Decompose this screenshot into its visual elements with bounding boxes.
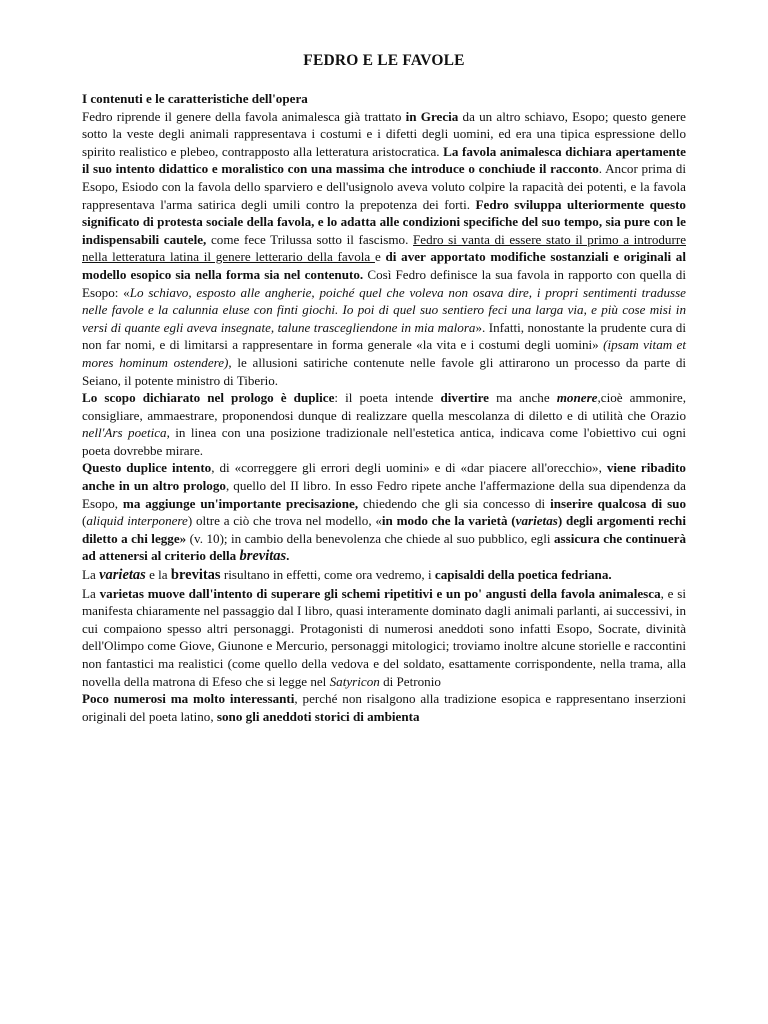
text-run: risultano in effetti, come ora vedremo, i xyxy=(220,567,435,583)
text-run: aliquid interponere xyxy=(86,513,188,529)
text-run: e xyxy=(374,249,386,265)
text-run: La xyxy=(82,567,100,583)
text-run: Fedro sviluppa ulteriormente questo significato di protesta sociale della favola, e lo adatta alle condizioni specifiche del suo tempo, sia pure con le indispensabili cautele, xyxy=(82,196,686,247)
text-run: e la xyxy=(145,567,171,583)
text-run: . Ancor prima di Esopo, Esiodo con la favola dello sparviero e dell'usignolo aveva voluto colpire la rapacità dei potenti, e la favola rappresentava l'arma satirica degli umili contro la prepotenza dei forti. xyxy=(82,161,686,212)
text-run: La favola animalesca dichiara apertamente il suo intento didattico e moralistico con una massima che introduce o conchiude il racconto xyxy=(82,143,686,177)
text-run: divertire xyxy=(440,390,489,406)
text-run: come fece Trilussa sotto il fascismo. xyxy=(206,231,413,247)
text-run: ) degli argomenti rechi diletto a chi legge» xyxy=(82,513,686,546)
text-run: , quello del II libro. In esso Fedro ripete anche l'affermazione della sua dipendenza da Esopo, xyxy=(82,478,686,511)
text-run: Satyricon xyxy=(329,673,380,689)
text-run: , perché non risalgono alla tradizione esopica e rappresentano inserzioni originali del poeta latino, xyxy=(82,691,686,724)
text-run: in modo che la varietà ( xyxy=(381,513,516,529)
paragraph-6 xyxy=(82,690,686,725)
text-run: ma anche xyxy=(489,390,557,406)
text-run: Lo schiavo, esposto alle angherie, poiché quel che voleva non osava dire, i propri sentimenti tradusse nelle favole e la calunnia eluse con finti giochi. Io poi di quel suo sentiero feci una larga via, e più cose misi in versi di quante egli aveva insegnate, talune trascegliendone in mia malora xyxy=(82,284,686,335)
text-run: viene ribadito anche in un altro prologo xyxy=(82,460,686,494)
text-run: capisaldi della poetica fedriana. xyxy=(434,567,612,583)
text-run: ) oltre a ciò che trova nel modello, « xyxy=(187,513,382,529)
text-run: . xyxy=(286,548,290,564)
text-run: Poco numerosi ma molto interessanti xyxy=(82,691,295,707)
text-run: brevitas xyxy=(170,567,221,584)
text-run: ,cioè ammonire, consigliare, ammaestrare, proponendosi dunque di realizzare quella mescolanza di diletto e di utilità che Orazio xyxy=(82,390,686,423)
text-run: La xyxy=(82,585,100,601)
text-run: varietas xyxy=(515,513,558,529)
text-run: di Petronio xyxy=(379,673,441,689)
text-run: ». Infatti, nonostante la prudente cura di non far nomi, e di limitarsi a rappresentare in forma generale «la vita e i costumi degli uomini» xyxy=(82,319,686,353)
text-run: varietas muove dall'intento di superare gli schemi ripetitivi e un po' angusti della favola animalesca xyxy=(99,585,661,601)
text-run: ma aggiunge un'importante precisazione, xyxy=(122,495,359,511)
text-run: inserire qualcosa di suo xyxy=(550,495,687,511)
paragraph-2 xyxy=(82,389,686,459)
text-run: da un altro schiavo, Esopo; questo genere sotto la veste degli animali rappresentava i costumi e i difetti degli uomini, ed era una tipica espressione dello spirito realistico e plebeo, contrapposto alla letteratura aristocratica. xyxy=(82,108,686,159)
text-run: Questo duplice intento xyxy=(82,460,212,476)
text-run: Lo scopo dichiarato nel prologo è duplice xyxy=(82,390,335,406)
text-run: monere xyxy=(556,390,598,406)
text-run: , in linea con una posizione tradizionale nell'estetica antica, indicava come l'obiettivo cui ogni poeta dovrebbe mirare. xyxy=(82,425,687,458)
paragraph-5 xyxy=(82,585,686,691)
text-run: , di «correggere gli errori degli uomini» e di «dar piacere all'orecchio», xyxy=(211,460,607,476)
section-heading: I contenuti e le caratteristiche dell'opera xyxy=(82,91,308,106)
text-run: Così Fedro definisce la sua favola in rapporto con quella di Esopo: « xyxy=(82,266,686,300)
text-run: sono gli aneddoti storici di ambienta xyxy=(216,708,420,724)
text-run: brevitas xyxy=(239,548,287,565)
text-run: , e si manifesta chiaramente nel passaggio dal I libro, quasi interamente dominato dagli animali parlanti, ai successivi, in cui compaiono spesso altri personaggi. Protagonisti di numerosi aneddoti sono infatti Esopo, Socrate, divinità dell'Olimpo come Giove, Giunone e Mercurio, personaggi mitologici; troviamo inoltre alcune storielle e raccontini non fantastici ma realistici (come quello della vedova e del soldato, esattamente corrispondente, nella trama, alla novella della matrona di Efeso che si legge nel xyxy=(82,585,686,689)
text-run: Fedro riprende il genere della favola animalesca già trattato xyxy=(82,108,406,124)
text-run: Fedro si vanta di essere stato il primo a introdurre nella letteratura latina il genere letterario della favola xyxy=(82,231,687,265)
text-run: nell'Ars poetica xyxy=(82,425,167,441)
text-run: : il poeta intende xyxy=(334,390,441,406)
text-run: di aver apportato modifiche sostanziali e originali al modello esopico sia nella forma sia nel contenuto. xyxy=(82,249,686,282)
paragraph-3 xyxy=(82,459,686,566)
document-title: FEDRO E LE FAVOLE xyxy=(303,52,465,69)
paragraph-1 xyxy=(82,108,686,390)
text-run: assicura che continuerà ad attenersi al criterio della xyxy=(82,530,687,564)
text-run: le allusioni satiriche contenute nelle favole gli attirarono un processo da parte di Seiano, il potente ministro di Tiberio. xyxy=(82,354,687,388)
text-run: ( xyxy=(82,513,87,529)
text-run: in Grecia xyxy=(405,108,459,124)
text-run: (v. 10); in cambio della benevolenza che chiede al suo pubblico, egli xyxy=(186,530,554,546)
text-run: (ipsam vitam et mores hominum ostendere), xyxy=(82,337,687,370)
paragraph-4 xyxy=(82,566,686,585)
text-run: chiedendo che gli sia concesso di xyxy=(358,495,551,511)
text-run: varietas xyxy=(99,567,146,584)
